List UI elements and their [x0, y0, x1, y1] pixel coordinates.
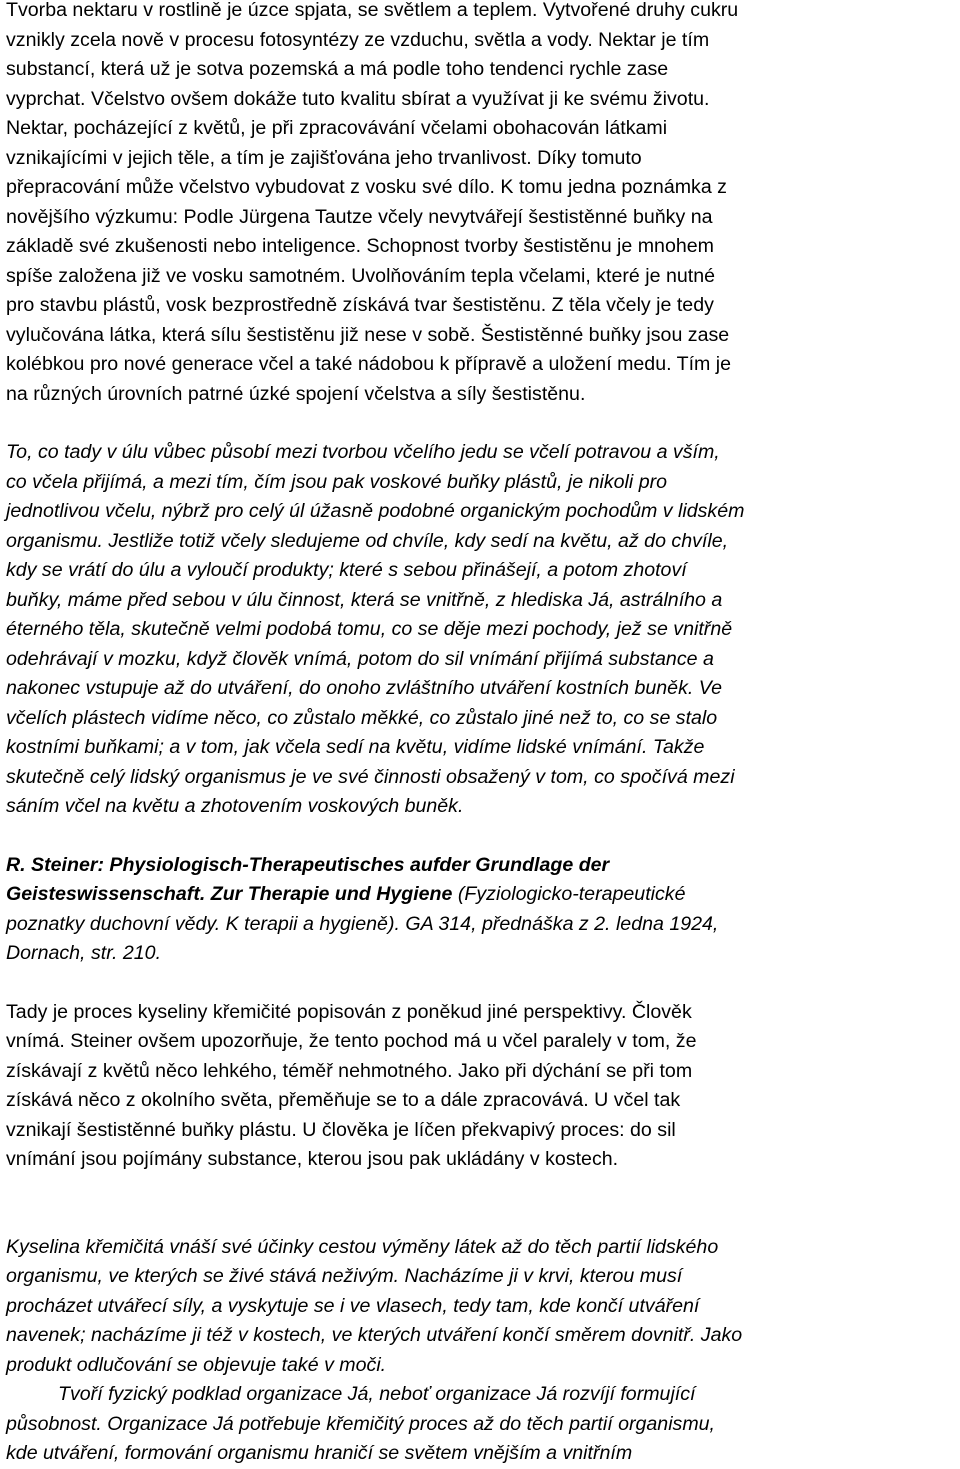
text-line: na různých úrovních patrné úzké spojení včelstva a síly šestistěnu. [6, 382, 586, 405]
paragraph-spacer [6, 409, 956, 438]
paragraph-spacer [6, 969, 956, 998]
quote-line: kdy se vrátí do úlu a vyloučí produkty; které s sebou přinášejí, a potom zhotoví [6, 559, 687, 581]
text-line: novějšího výzkumu: Podle Jürgena Tautze včely nevytvářejí šestistěnné buňky na [6, 205, 713, 228]
quote-line: skutečně celý lidský organismus je ve své činnosti obsažený v tom, co spočívá mezi [6, 765, 735, 788]
text-line: základě své zkušenosti nebo inteligence. Schopnost tvorby šestistěnu je mnohem [6, 235, 714, 257]
text-line: vznikajícími v jejich těle, a tím je zajišťována jeho trvanlivost. Díky tomuto [6, 146, 642, 169]
citation-title-line: R. Steiner: Physiologisch-Therapeutisches aufder Grundlage der [6, 853, 610, 876]
quote-line: působnost. Organizace Já potřebuje křemičitý proces až do těch partií organismu, [6, 1412, 716, 1435]
quote-silicic-acid [6, 1233, 956, 1381]
paragraph-nectar [6, 0, 956, 409]
quote-line: To, co tady v úlu vůbec působí mezi tvorbou včelího jedu se včelí potravou a vším, [6, 441, 720, 463]
citation [6, 851, 956, 969]
citation-title-bold: Geisteswissenschaft. Zur Therapie und Hygiene [6, 883, 453, 905]
quote-ego-organization [6, 1380, 956, 1469]
text-line: získávají z květů něco lehkého, téměř nehmotného. Jako při dýchání se při tom [6, 1059, 693, 1082]
citation-line [6, 880, 956, 910]
quote-line: jednotlivou včelu, nýbrž pro celý úl úžasně podobné organickým pochodům v lidském [6, 500, 745, 522]
text-line: substancí, která už je sotva pozemská a má podle toho tendenci rychle zase [6, 58, 669, 80]
quote-line: Tvoří fyzický podklad organizace Já, neboť organizace Já rozvíjí formující [58, 1383, 696, 1405]
quote-line: kde utváření, formování organismu hraničí se světem vnějším a vnitřním [6, 1442, 633, 1464]
paragraph-spacer [6, 1175, 956, 1233]
text-line: Tady je proces kyseliny křemičité popisován z poněkud jiné perspektivy. Člověk [6, 1000, 692, 1023]
paragraph-spacer [6, 822, 956, 851]
citation-translation: (Fyziologicko-terapeutické [452, 883, 686, 905]
text-line: spíše založena již ve vosku samotném. Uvolňováním tepla včelami, které je nutné [6, 264, 715, 287]
text-line: přepracování může včelstvo vybudovat z vosku své dílo. K tomu jedna poznámka z [6, 176, 727, 198]
text-line: vnímá. Steiner ovšem upozorňuje, že tento pochod má u včel paralely v tom, že [6, 1030, 697, 1052]
quote-line: co včela přijímá, a mezi tím, čím jsou pak voskové buňky plástů, je nikoli pro [6, 470, 668, 493]
quote-line: sáním včel na květu a zhotovením voskových buněk. [6, 795, 464, 817]
quote-line: organismu. Jestliže totiž včely sledujeme od chvíle, kdy sedí na květu, až do chvíle, [6, 529, 729, 552]
text-line: kolébkou pro nové generace včel a také nádobou k přípravě a uložení medu. Tím je [6, 353, 732, 375]
text-line: vylučována látka, která sílu šestistěnu již nese v sobě. Šestistěnné buňky jsou zase [6, 323, 730, 346]
text-line: získává něco z okolního světa, přeměňuje se to a dále zpracovává. U včel tak [6, 1089, 681, 1111]
quote-line: éterného těla, skutečně velmi podobá tomu, co se děje mezi pochody, jež se vnitřně [6, 618, 733, 640]
quote-line: odehrávají v mozku, když člověk vnímá, potom do sil vnímání přijímá substance a [6, 647, 714, 670]
text-line: Nektar, pocházející z květů, je při zpracovávání včelami obohacován látkami [6, 117, 668, 139]
text-line: vznikají šestistěnné buňky plástu. U člověka je líčen překvapivý proces: do sil [6, 1118, 676, 1141]
text-line: vznikly zcela nově v procesu fotosyntézy ze vzduchu, světla a vody. Nektar je tím [6, 28, 710, 51]
citation-line: poznatky duchovní vědy. K terapii a hygieně). GA 314, přednáška z 2. ledna 1924, [6, 912, 719, 935]
quote-line: navenek; nacházíme ji též v kostech, ve kterých utváření končí směrem dovnitř. Jako [6, 1324, 743, 1346]
quote-line: buňky, máme před sebou v úlu činnost, která se vnitřně, z hlediska Já, astrálního a [6, 588, 723, 611]
quote-line: Kyselina křemičitá vnáší své účinky cestou výměny látek až do těch partií lidského [6, 1235, 719, 1258]
quote-line: nakonec vstupuje až do utváření, do onoho zvláštního utváření kostních buněk. Ve [6, 677, 723, 699]
quote-line: včelích plástech vidíme něco, co zůstalo měkké, co zůstalo jiné než to, co se stalo [6, 706, 718, 729]
text-line: pro stavbu plástů, vosk bezprostředně získává tvar šestistěnu. Z těla včely je tedy [6, 294, 714, 316]
quote-line: organismu, ve kterých se živé stává neživým. Nacházíme ji v krvi, kterou musí [6, 1265, 683, 1287]
text-line: vnímání jsou pojímány substance, kterou jsou pak ukládány v kostech. [6, 1148, 619, 1170]
quote-steiner-beehive [6, 438, 956, 822]
document-page [6, 0, 956, 1469]
quote-line: kostními buňkami; a v tom, jak včela sedí na květu, vidíme lidské vnímání. Takže [6, 736, 705, 758]
quote-line: procházet utvářecí síly, a vyskytuje se i ve vlasech, tedy tam, kde končí utváření [6, 1294, 700, 1317]
citation-line: Dornach, str. 210. [6, 942, 162, 964]
quote-line: produkt odlučování se objevuje také v moči. [6, 1353, 387, 1376]
text-line: vyprchat. Včelstvo ovšem dokáže tuto kvalitu sbírat a využívat ji ke svému životu. [6, 87, 710, 110]
text-line: Tvorba nektaru v rostlině je úzce spjata, se světlem a teplem. Vytvořené druhy cukru [6, 0, 739, 21]
paragraph-silica-process [6, 998, 956, 1175]
